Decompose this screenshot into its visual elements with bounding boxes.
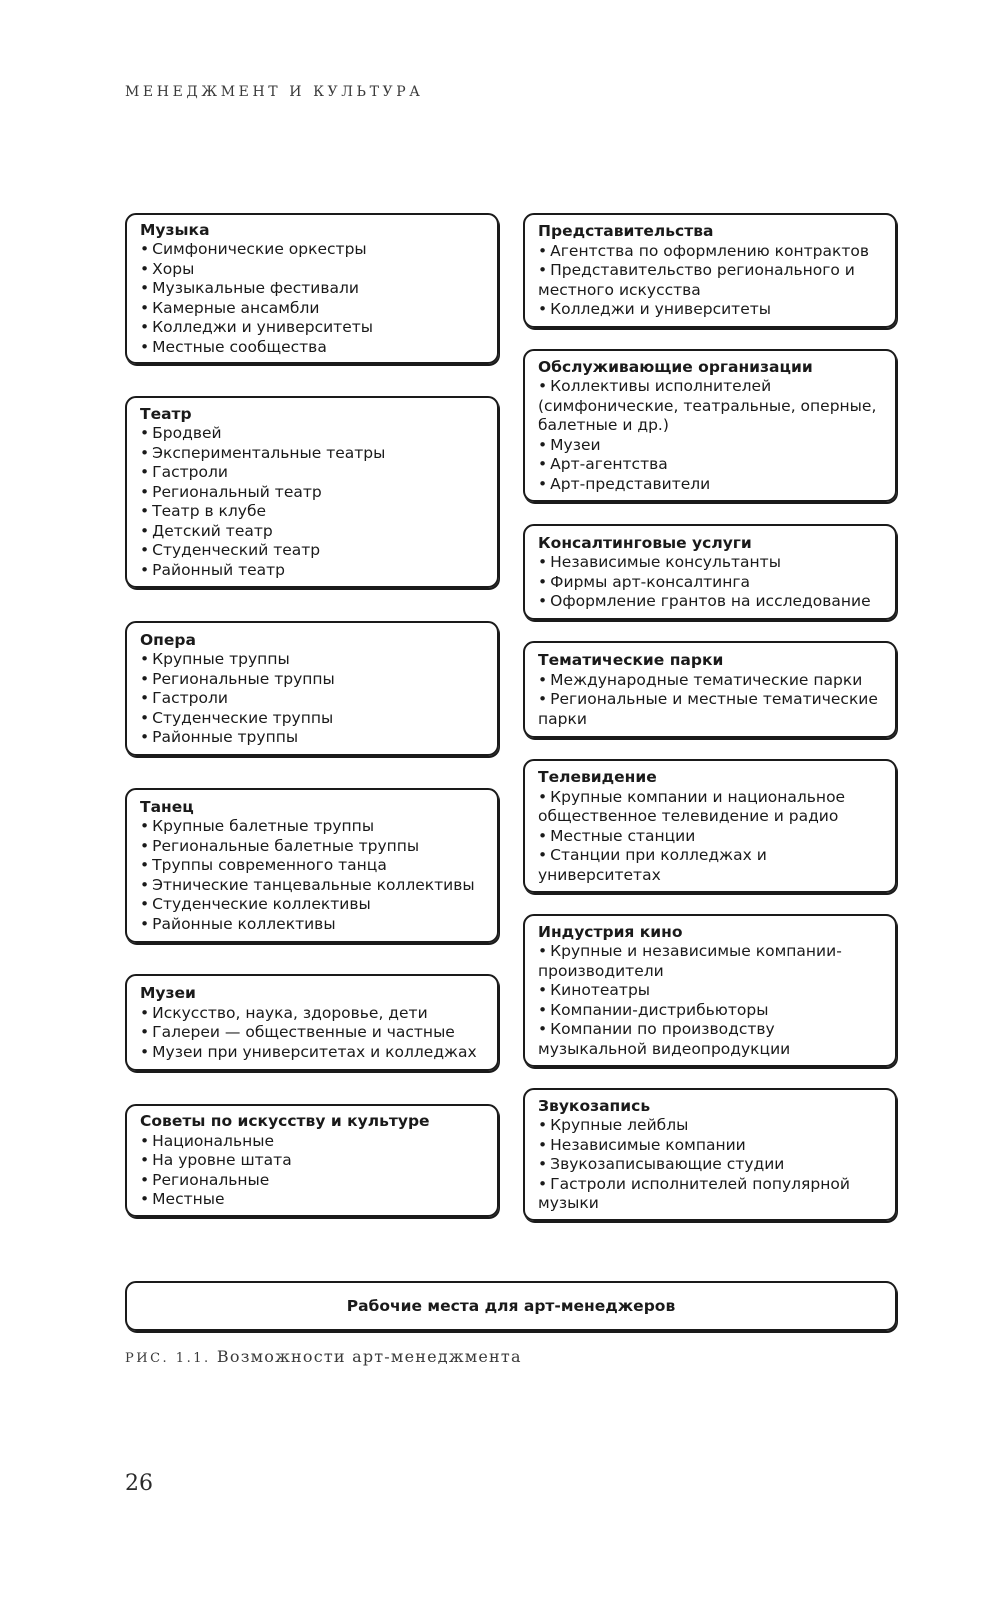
category-box xyxy=(125,788,499,943)
list-item xyxy=(538,1116,883,1136)
category-list xyxy=(538,242,883,320)
category-title: Телевидение xyxy=(538,768,657,786)
bullet-icon: • xyxy=(140,521,150,540)
figure-caption-text: Возможности арт-менеджмента xyxy=(216,1347,522,1366)
category-list xyxy=(140,424,485,580)
category-box xyxy=(125,974,499,1071)
list-item xyxy=(140,1190,485,1210)
list-item-text: Арт-агентства xyxy=(550,455,668,474)
list-item xyxy=(140,444,485,464)
list-item-text: Оформление грантов на исследование xyxy=(550,592,871,610)
bullet-icon: • xyxy=(140,463,150,482)
bottom-summary-box xyxy=(125,1281,897,1331)
list-item xyxy=(538,846,883,885)
list-item xyxy=(538,242,883,262)
category-box xyxy=(125,213,499,364)
list-item-text: Колледжи и университеты xyxy=(152,318,373,337)
category-title: Театр xyxy=(140,404,192,423)
list-item-text: Бродвей xyxy=(152,424,222,443)
list-item-text: Гастроли xyxy=(152,463,228,482)
bullet-icon: • xyxy=(140,560,150,579)
bullet-icon: • xyxy=(538,942,548,961)
category-title: Музеи xyxy=(140,984,196,1002)
list-item-text: Искусство, наука, здоровье, дети xyxy=(152,1003,428,1022)
category-title: Индустрия кино xyxy=(538,922,683,941)
bullet-icon: • xyxy=(140,856,150,875)
list-item-text: Национальные xyxy=(152,1131,274,1150)
category-box xyxy=(523,914,897,1067)
list-item-text: Музеи xyxy=(550,435,601,454)
bullet-icon: • xyxy=(140,689,150,707)
list-item xyxy=(538,1175,883,1214)
figure-caption-label: РИС. 1.1. xyxy=(125,1351,211,1366)
list-item-text: Региональные и местные тематические парки xyxy=(538,690,878,728)
bullet-icon: • xyxy=(538,435,548,454)
list-item xyxy=(140,1023,485,1043)
list-item xyxy=(140,1043,485,1063)
page-number: 26 xyxy=(125,1471,153,1496)
list-item xyxy=(538,788,883,827)
list-item-text: Крупные лейблы xyxy=(550,1116,689,1134)
bullet-icon: • xyxy=(538,1020,548,1039)
list-item xyxy=(140,709,485,729)
list-item-text: Районные труппы xyxy=(152,728,299,746)
category-title: Звукозапись xyxy=(538,1096,651,1115)
bullet-icon: • xyxy=(140,669,150,688)
list-item xyxy=(538,592,883,612)
list-item-text: Крупные балетные труппы xyxy=(152,817,375,836)
list-item-text: Местные сообщества xyxy=(152,337,327,356)
bullet-icon: • xyxy=(538,1116,548,1134)
category-list xyxy=(538,553,883,612)
running-header: МЕНЕДЖМЕНТ И КУЛЬТУРА xyxy=(125,84,424,100)
bullet-icon: • xyxy=(140,1042,150,1061)
list-item-text: Региональные балетные труппы xyxy=(152,836,420,855)
bullet-icon: • xyxy=(140,337,150,356)
list-item xyxy=(140,483,485,503)
category-title: Опера xyxy=(140,630,196,649)
list-item-text: Студенческие труппы xyxy=(152,708,334,727)
list-item-text: Компании-дистрибьюторы xyxy=(550,1000,769,1019)
bullet-icon: • xyxy=(140,1023,150,1041)
list-item-text: Коллективы исполнителей (симфонические, театральные, оперные, балетные и др.) xyxy=(538,377,877,435)
list-item xyxy=(140,318,485,338)
category-box xyxy=(523,349,897,502)
list-item-text: Фирмы арт-консалтинга xyxy=(550,572,751,591)
bullet-icon: • xyxy=(538,1174,548,1193)
bullet-icon: • xyxy=(140,817,150,836)
list-item-text: Региональные труппы xyxy=(152,669,335,688)
bullet-icon: • xyxy=(538,592,548,610)
category-list xyxy=(538,671,883,730)
category-box xyxy=(523,641,897,738)
list-item xyxy=(140,424,485,444)
list-item xyxy=(538,553,883,573)
bullet-icon: • xyxy=(140,318,150,337)
list-item-text: Независимые компании xyxy=(550,1135,746,1154)
list-item-text: Звукозаписывающие студии xyxy=(550,1155,785,1173)
list-item xyxy=(140,895,485,915)
category-box xyxy=(523,759,897,893)
bullet-icon: • xyxy=(140,443,150,462)
list-item-text: На уровне штата xyxy=(152,1151,292,1170)
category-box xyxy=(523,524,897,620)
bullet-icon: • xyxy=(538,690,548,708)
bullet-icon: • xyxy=(538,455,548,474)
bullet-icon: • xyxy=(140,1151,150,1170)
category-title: Обслуживающие организации xyxy=(538,357,813,376)
left-column xyxy=(125,213,499,1217)
category-box xyxy=(523,1088,897,1221)
bullet-icon: • xyxy=(140,875,150,894)
list-item xyxy=(538,1155,883,1175)
list-item xyxy=(140,876,485,896)
list-item-text: Местные станции xyxy=(550,826,696,845)
list-item xyxy=(140,240,485,260)
list-item-text: Районный театр xyxy=(152,560,285,579)
list-item xyxy=(538,1001,883,1021)
list-item-text: Крупные и независимые компании-производители xyxy=(538,942,842,980)
list-item-text: Труппы современного танца xyxy=(152,856,387,875)
bullet-icon: • xyxy=(140,708,150,727)
bullet-icon: • xyxy=(538,553,548,571)
bullet-icon: • xyxy=(538,1155,548,1173)
list-item xyxy=(140,1004,485,1024)
category-list xyxy=(140,240,485,357)
bottom-summary-label: Рабочие места для арт-менеджеров xyxy=(346,1297,676,1315)
list-item-text: Гастроли xyxy=(152,689,228,707)
list-item xyxy=(140,522,485,542)
bullet-icon: • xyxy=(140,482,150,501)
list-item xyxy=(538,573,883,593)
category-list xyxy=(140,650,485,748)
bullet-icon: • xyxy=(538,846,548,864)
bullet-icon: • xyxy=(538,787,548,806)
category-list xyxy=(538,1116,883,1214)
bullet-icon: • xyxy=(140,1131,150,1150)
category-box xyxy=(523,213,897,328)
list-item-text: Колледжи и университеты xyxy=(550,300,771,319)
list-item-text: Экспериментальные театры xyxy=(152,443,386,462)
list-item-text: Районные коллективы xyxy=(152,914,336,933)
list-item-text: Детский театр xyxy=(152,521,273,540)
list-item xyxy=(538,436,883,456)
list-item-text: Кинотеатры xyxy=(550,981,651,1000)
category-list xyxy=(140,1004,485,1063)
list-item xyxy=(140,1132,485,1152)
list-item-text: Агентства по оформлению контрактов xyxy=(550,241,869,260)
bullet-icon: • xyxy=(140,914,150,933)
bullet-icon: • xyxy=(140,895,150,914)
bullet-icon: • xyxy=(140,1003,150,1022)
bullet-icon: • xyxy=(140,502,150,521)
list-item xyxy=(538,827,883,847)
bullet-icon: • xyxy=(538,261,548,280)
bullet-icon: • xyxy=(140,1190,150,1209)
list-item-text: Независимые консультанты xyxy=(550,553,781,571)
list-item xyxy=(140,338,485,358)
bullet-icon: • xyxy=(538,300,548,319)
list-item-text: Камерные ансамбли xyxy=(152,298,320,317)
bullet-icon: • xyxy=(538,377,548,396)
list-item xyxy=(538,377,883,436)
category-box xyxy=(125,396,499,588)
category-title: Советы по искусству и культуре xyxy=(140,1112,430,1131)
bullet-icon: • xyxy=(538,981,548,1000)
list-item xyxy=(538,1136,883,1156)
category-box xyxy=(125,621,499,756)
list-item-text: Представительство регионального и местного искусства xyxy=(538,261,855,299)
list-item-text: Симфонические оркестры xyxy=(152,240,367,259)
bullet-icon: • xyxy=(140,728,150,746)
bullet-icon: • xyxy=(538,1000,548,1019)
category-list xyxy=(538,788,883,886)
list-item-text: Этнические танцевальные коллективы xyxy=(152,875,475,894)
list-item xyxy=(140,1151,485,1171)
bullet-icon: • xyxy=(140,836,150,855)
list-item-text: Музыкальные фестивали xyxy=(152,279,359,298)
bullet-icon: • xyxy=(538,474,548,493)
bullet-icon: • xyxy=(538,1135,548,1154)
list-item-text: Местные xyxy=(152,1190,225,1209)
list-item xyxy=(140,837,485,857)
list-item-text: Международные тематические парки xyxy=(550,670,863,689)
bullet-icon: • xyxy=(140,541,150,560)
bullet-icon: • xyxy=(140,1170,150,1189)
bullet-icon: • xyxy=(538,241,548,260)
list-item xyxy=(538,671,883,691)
bullet-icon: • xyxy=(140,298,150,317)
bullet-icon: • xyxy=(140,424,150,443)
list-item xyxy=(538,455,883,475)
list-item-text: Галереи — общественные и частные xyxy=(152,1023,455,1041)
bullet-icon: • xyxy=(538,826,548,845)
list-item-text: Крупные труппы xyxy=(152,650,290,668)
list-item xyxy=(140,728,485,748)
list-item xyxy=(140,299,485,319)
list-item-text: Компании по производству музыкальной видеопродукции xyxy=(538,1020,791,1058)
list-item xyxy=(140,260,485,280)
list-item xyxy=(538,942,883,981)
list-item xyxy=(538,300,883,320)
category-title: Музыка xyxy=(140,220,210,239)
list-item xyxy=(140,670,485,690)
list-item-text: Арт-представители xyxy=(550,474,711,493)
bullet-icon: • xyxy=(140,650,150,668)
figure-caption xyxy=(125,1347,522,1366)
category-title: Консалтинговые услуги xyxy=(538,533,752,552)
bullet-icon: • xyxy=(140,259,150,278)
list-item-text: Музеи при университетах и колледжах xyxy=(152,1042,477,1061)
list-item xyxy=(140,689,485,709)
list-item-text: Региональный театр xyxy=(152,482,322,501)
list-item xyxy=(538,1020,883,1059)
list-item xyxy=(140,915,485,935)
list-item xyxy=(140,463,485,483)
list-item xyxy=(140,561,485,581)
category-list xyxy=(538,942,883,1059)
list-item xyxy=(538,690,883,729)
list-item xyxy=(538,981,883,1001)
list-item xyxy=(140,650,485,670)
category-list xyxy=(538,377,883,494)
list-item-text: Крупные компании и национальное общественное телевидение и радио xyxy=(538,787,846,825)
category-box xyxy=(125,1104,499,1217)
bullet-icon: • xyxy=(538,670,548,689)
list-item xyxy=(140,817,485,837)
category-title: Танец xyxy=(140,797,194,816)
category-title: Представительства xyxy=(538,222,714,241)
right-column xyxy=(523,213,897,1221)
list-item xyxy=(140,502,485,522)
list-item-text: Региональные xyxy=(152,1170,270,1189)
list-item-text: Студенческий театр xyxy=(152,541,321,560)
category-list xyxy=(140,1132,485,1210)
list-item-text: Хоры xyxy=(152,259,195,278)
category-list xyxy=(140,817,485,934)
bullet-icon: • xyxy=(140,240,150,259)
bullet-icon: • xyxy=(538,572,548,591)
list-item-text: Станции при колледжах и университетах xyxy=(538,846,767,884)
list-item xyxy=(140,279,485,299)
list-item xyxy=(140,541,485,561)
bullet-icon: • xyxy=(140,279,150,298)
list-item xyxy=(538,475,883,495)
list-item xyxy=(140,1171,485,1191)
list-item-text: Гастроли исполнителей популярной музыки xyxy=(538,1174,850,1212)
list-item xyxy=(140,856,485,876)
list-item xyxy=(538,261,883,300)
list-item-text: Театр в клубе xyxy=(152,502,267,521)
category-title: Тематические парки xyxy=(538,651,724,669)
list-item-text: Студенческие коллективы xyxy=(152,895,371,914)
